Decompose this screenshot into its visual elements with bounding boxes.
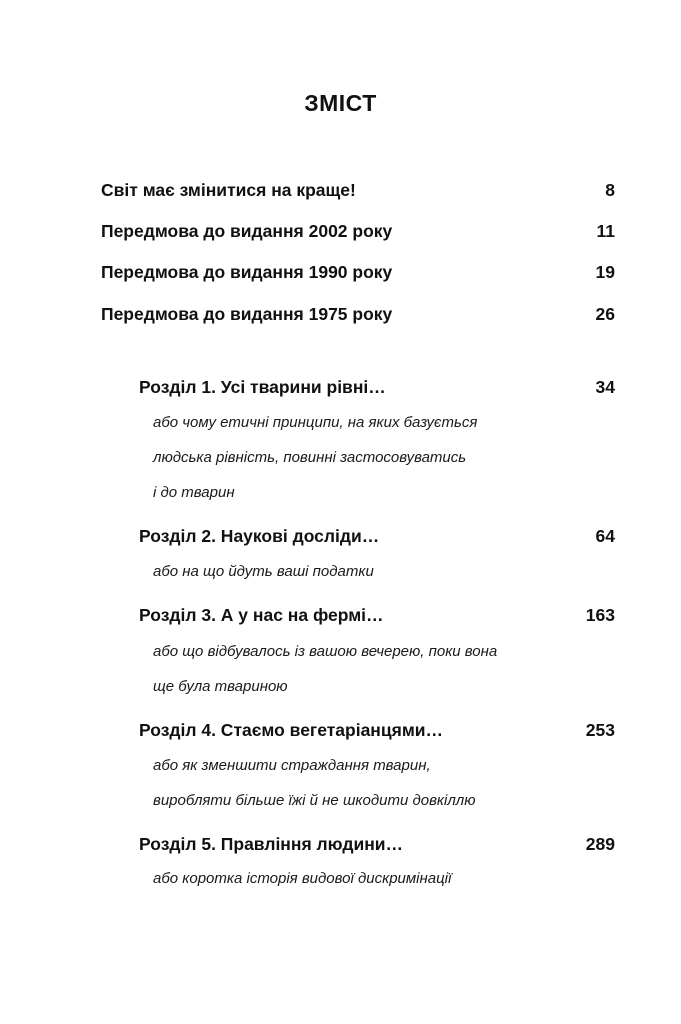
toc-entry-chapter-2[interactable] [139, 526, 615, 547]
toc-entry-chapter-5[interactable] [139, 834, 615, 855]
chapter-page: 64 [595, 526, 615, 546]
chapter-title: Розділ 3. А у нас на фермі… [139, 605, 384, 625]
chapter-subtitle-line: або на що йдуть ваші податки [153, 563, 374, 580]
toc-entry-page: 8 [605, 180, 615, 200]
toc-entry-chapter-4[interactable] [139, 720, 615, 741]
chapter-title: Розділ 4. Стаємо вегетаріанцями… [139, 720, 444, 740]
chapter-page: 253 [585, 720, 615, 740]
chapter-page: 34 [595, 377, 615, 397]
chapter-subtitle-line: або як зменшити страждання тварин, [153, 757, 431, 774]
chapter-subtitle-line: людська рівність, повинні застосовуватись [153, 449, 467, 466]
toc-entry-chapter-1[interactable] [139, 377, 615, 398]
toc-entry-label: Передмова до видання 1990 року [101, 262, 393, 282]
toc-entry-front-3[interactable] [101, 262, 615, 283]
toc-entry-front-4[interactable] [101, 304, 615, 325]
chapter-title: Розділ 2. Наукові досліди… [139, 526, 380, 546]
chapter-subtitle-line: ще була твариною [153, 678, 288, 695]
chapter-subtitle-line: виробляти більше їжі й не шкодити довкіллю [153, 792, 476, 809]
chapter-subtitle-line: або чому етичні принципи, на яких базується [153, 414, 478, 431]
chapter-subtitle-line: або що відбувалось із вашою вечерею, поки вона [153, 643, 498, 660]
chapter-page: 289 [585, 834, 615, 854]
chapter-title: Розділ 1. Усі тварини рівні… [139, 377, 386, 397]
toc-entry-label: Світ має змінитися на краще! [101, 180, 356, 200]
toc-entry-page: 11 [596, 221, 615, 241]
toc-entry-chapter-3[interactable] [139, 605, 615, 626]
toc-entry-label: Передмова до видання 1975 року [101, 304, 393, 324]
toc-entry-page: 26 [595, 304, 615, 324]
chapter-subtitle-line: і до тварин [153, 484, 235, 501]
toc-entry-label: Передмова до видання 2002 року [101, 221, 393, 241]
toc-entry-front-2[interactable] [101, 221, 615, 242]
page-title: ЗМІСТ [304, 90, 377, 116]
chapter-subtitle-line: або коротка історія видової дискримінації [153, 870, 452, 887]
toc-entry-page: 19 [595, 262, 615, 282]
chapter-title: Розділ 5. Правління людини… [139, 834, 404, 854]
toc-entry-front-1[interactable] [101, 180, 615, 201]
chapter-page: 163 [585, 605, 615, 625]
